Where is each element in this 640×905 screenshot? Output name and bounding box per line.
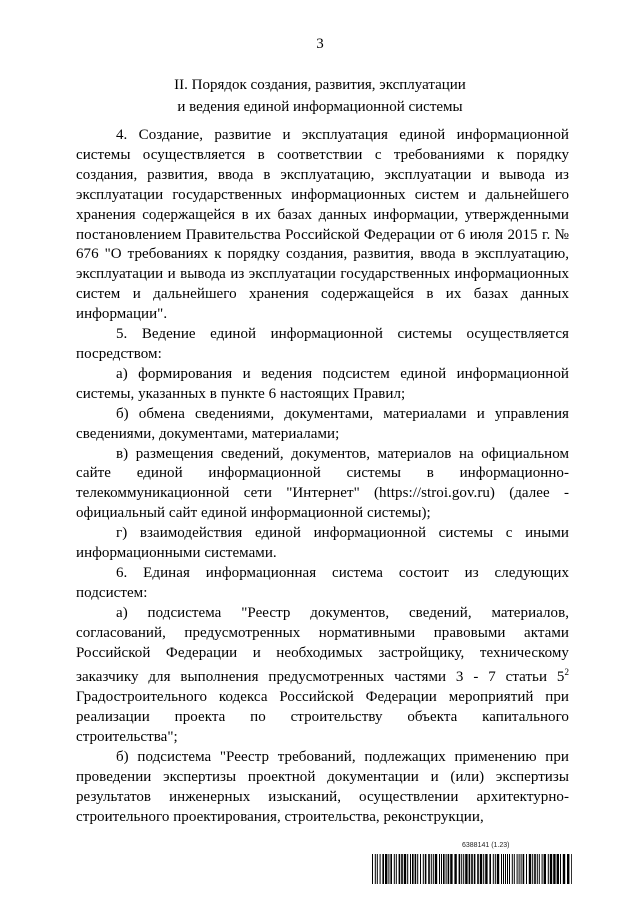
paragraph-6-a [76,604,569,748]
superscript: 2 [564,667,569,678]
paragraph-5-a: а) формирования и ведения подсистем единой информационной системы, указанных в пункте 6 настоящих Правил; [76,365,569,402]
barcode-number: 6388141 (1.23) [462,842,510,849]
paragraph-6-b: б) подсистема "Реестр требований, подлежащих применению при проведении экспертизы проектной документации и (или) экспертизы результатов инженерных изысканий, осуществлении архитектурно-строительного проектирования, строительства, реконструкции, [76,749,569,825]
page-number: 3 [316,36,324,52]
paragraph-4: 4. Создание, развитие и эксплуатация единой информационной системы осуществляется в соответствии с требованиями к порядку создания, развития, ввода в эксплуатацию, эксплуатации и вывода из эксплуатации государственных информационных систем и дальнейшего хранения содержащейся в их базах данных информации, утвержденными постановлением Правительства Российской Федерации от 6 июля 2015 г. № 676 "О требованиях к порядку создания, развития, ввода в эксплуатацию, эксплуатации и вывода из эксплуатации государственных информационных систем и дальнейшего хранения содержащейся в их базах данных информации". [76,127,569,323]
paragraph-6-a-text-end: Градостроительного кодекса Российской Федерации мероприятий при реализации проекта по строительству объекта капитального строительства"; [76,689,569,746]
paragraph-6-a-text: а) подсистема "Реестр документов, сведений, материалов, согласований, предусмотренных нормативными правовыми актами Российской Федерации и необходимых застройщику, техническому заказчику для выполнения предусмотренных частями 3 - 7 статьи 5 [76,604,569,686]
section-title-line-1: II. Порядок создания, развития, эксплуатации [174,77,466,93]
paragraph-5-v: в) размещения сведений, документов, материалов на официальном сайте единой информационной системы в информационно-телекоммуникационной сети "Интернет" (https://stroi.gov.ru) (далее - официальный сайт единой информационной системы); [76,445,569,522]
barcode-icon [372,854,572,884]
paragraph-5: 5. Ведение единой информационной системы осуществляется посредством: [76,326,569,362]
paragraph-5-g: г) взаимодействия единой информационной системы с иными информационными системами. [76,525,569,562]
document-body [76,126,569,828]
paragraph-6: 6. Единая информационная система состоит из следующих подсистем: [76,564,569,601]
section-title [60,74,580,118]
section-title-line-2: и ведения единой информационной системы [177,99,463,115]
paragraph-5-b: б) обмена сведениями, документами, материалами и управления сведениями, документами, материалами; [76,405,569,442]
